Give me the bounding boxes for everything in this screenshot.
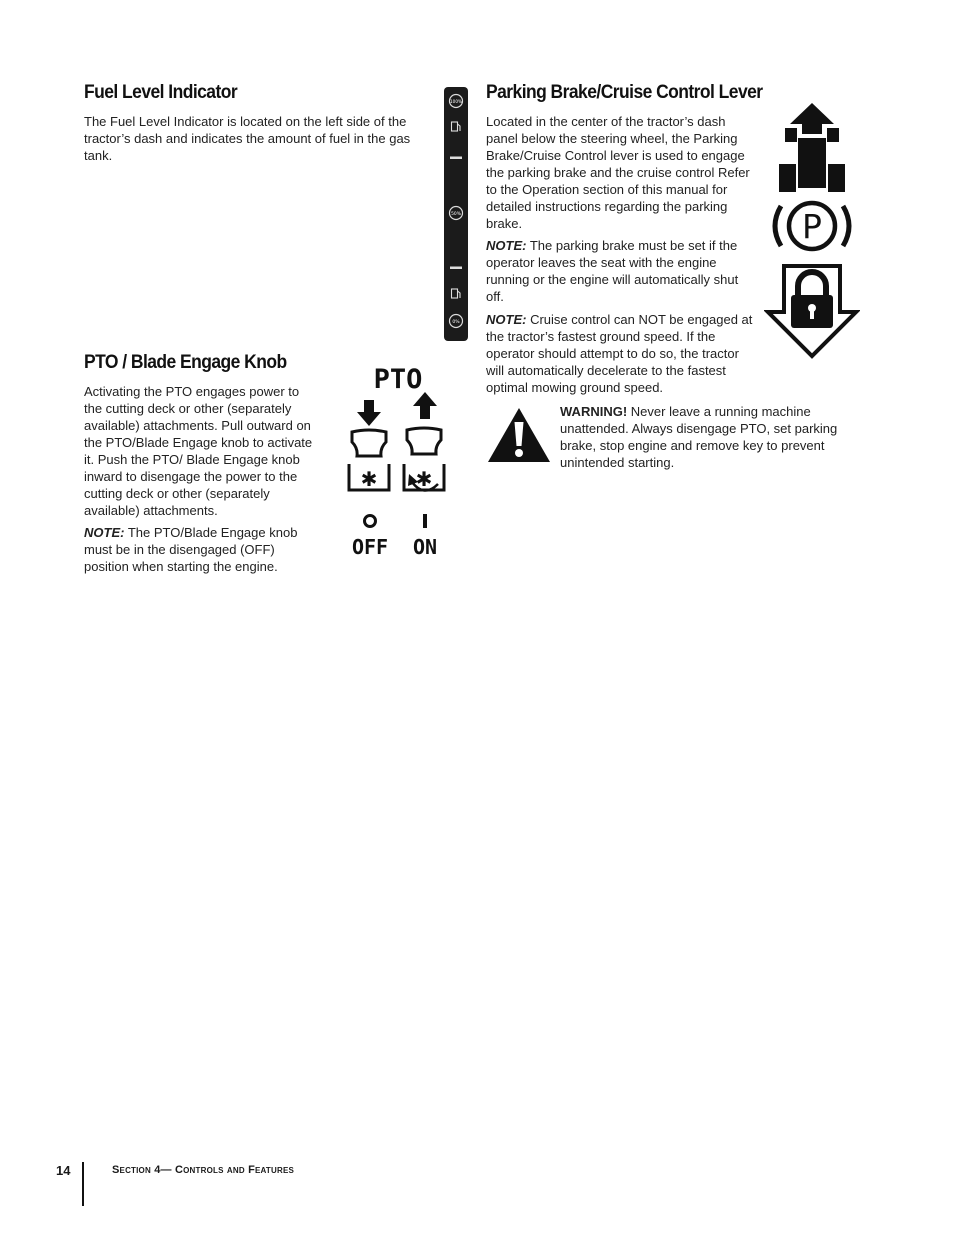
svg-text:✱: ✱ (360, 467, 378, 491)
warning-message: Never leave a running machine unattended. Always disengage PTO, set parking brake, stop engine and remove key to prevent unintended starting. (560, 404, 838, 470)
fuel-gauge-figure (443, 86, 469, 342)
svg-text:✱: ✱ (415, 467, 433, 491)
pto-heading: PTO / Blade Engage Knob (84, 352, 287, 373)
parking-brake-note-2 (486, 311, 758, 396)
on-symbol-icon (423, 514, 427, 528)
warning-triangle-icon (486, 406, 552, 464)
off-symbol-icon (365, 516, 376, 527)
parking-brake-text: Located in the center of the tractor’s dash panel below the steering wheel, the Parking Brake/Cruise Control lever is used to engage the parking brake and the cruise control Refer to the Operation section of this manual for detailed instructions regarding the parking brake. (486, 114, 750, 231)
gauge-half-label: 50% (451, 212, 461, 217)
note-label: NOTE: (486, 238, 527, 253)
arrow-up-icon (413, 392, 437, 419)
knob-disengaged-icon (349, 430, 389, 491)
knob-engaged-icon (404, 428, 444, 491)
pto-text: Activating the PTO engages power to the cutting deck or other (separately available) attachments. Pull outward on the PTO/Blade Engage knob to activate it. Push the PTO/ Blade Engage knob inward to disengage the power to the cutting deck or other (separately available) attachments. (84, 384, 313, 518)
arrow-down-icon (357, 400, 381, 426)
gauge-empty-label: 0% (452, 320, 460, 325)
note-text: The PTO/Blade Engage knob must be in the disengaged (OFF) position when starting the engine. (84, 525, 298, 574)
parking-decal-letter: P (802, 207, 822, 246)
pto-note (84, 524, 320, 575)
on-label: ON (412, 535, 438, 559)
parking-brake-icon (775, 203, 849, 249)
gauge-full-label: 100% (450, 99, 462, 104)
parking-brake-note-1 (486, 237, 758, 305)
note-label: NOTE: (486, 312, 527, 327)
off-label: OFF (351, 535, 389, 559)
lock-down-arrow-icon (768, 266, 856, 356)
fuel-level-text: The Fuel Level Indicator is located on the left side of the tractor’s dash and indicates the amount of fuel in the gas tank. (84, 114, 411, 163)
parking-brake-heading: Parking Brake/Cruise Control Lever (486, 82, 763, 103)
warning-text (560, 403, 850, 471)
note-text: Cruise control can NOT be engaged at the tractor’s fastest ground speed. If the operator should attempt to do so, the tractor will automatically decelerate to the fastest optimal mowing ground speed. (486, 312, 753, 395)
tractor-forward-icon (779, 103, 845, 192)
parking-brake-decal-figure (764, 100, 860, 362)
note-label: NOTE: (84, 525, 125, 540)
footer-divider (82, 1162, 84, 1206)
pto-decal-figure (340, 360, 455, 560)
note-text: The parking brake must be set if the operator leaves the seat with the engine running or the engine will automatically shut off. (486, 238, 739, 304)
pto-decal-title: PTO (373, 364, 423, 395)
footer-section-title: Section 4— Controls and Features (112, 1164, 295, 1176)
page-number: 14 (56, 1163, 71, 1178)
warning-label: WARNING! (560, 404, 628, 419)
fuel-level-heading: Fuel Level Indicator (84, 82, 238, 103)
